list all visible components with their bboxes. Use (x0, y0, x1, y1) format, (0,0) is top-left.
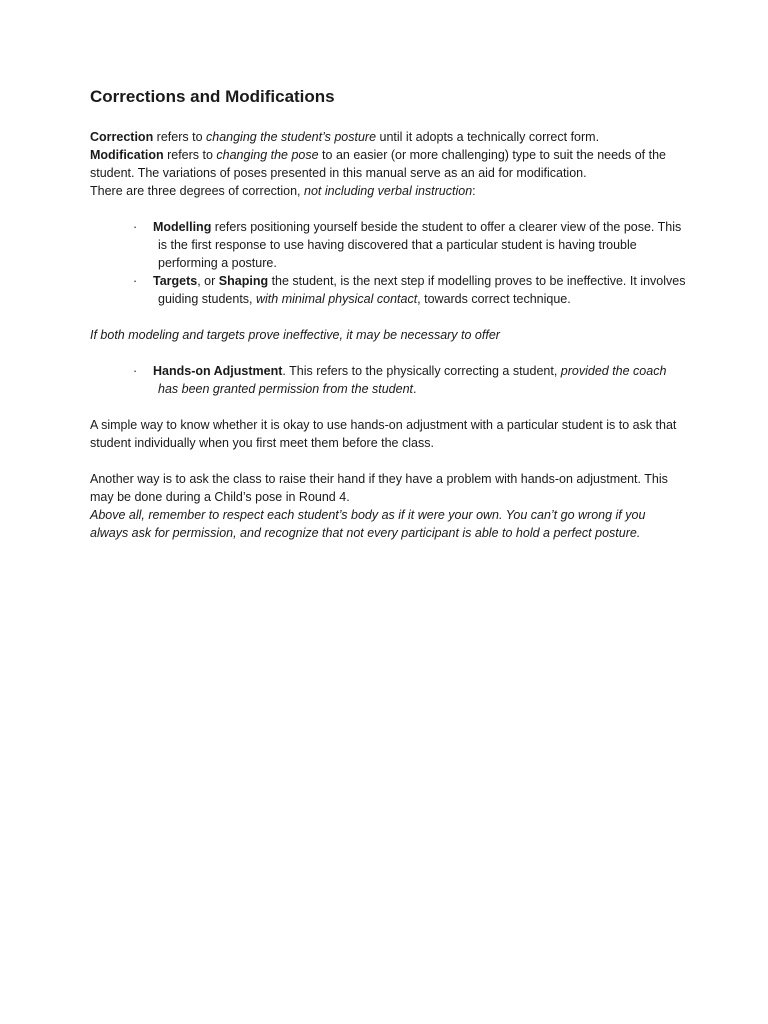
modification-term: Modification (90, 148, 164, 162)
list-item-targets: · Targets, or Shaping the student, is the next step if modelling proves to be ineffective. It involves guiding students, with minimal physical contact, towards correct technique. (133, 274, 686, 306)
list-item-hands-on: · Hands-on Adjustment. This refers to the physically correcting a student, provided the coach has been granted permission from the student. (133, 364, 667, 396)
document-content (90, 86, 686, 542)
list-item-modelling: · Modelling refers positioning yourself beside the student to offer a clearer view of the pose. This is the first response to use having discovered that a particular student is having trouble performing a posture. (133, 220, 682, 270)
intro-paragraph: Correction refers to changing the student’s posture until it adopts a technically correct form. Modification refers to changing the pose to an easier (or more challenging) type to suit the needs of the student. The variations of poses presented in this manual serve as an aid for modification. There are three degrees of correction, not including verbal instruction: (90, 130, 667, 198)
adjustment-list (90, 362, 686, 398)
page-title: Corrections and Modifications (90, 87, 335, 106)
correction-definition: changing the student’s posture (206, 130, 377, 144)
italic-note: If both modeling and targets prove ineffective, it may be necessary to offer (90, 328, 500, 342)
correction-degrees-list (90, 218, 686, 308)
bullet-icon: · (133, 364, 138, 378)
correction-term: Correction (90, 130, 154, 144)
another-way-paragraph: Another way is to ask the class to raise their hand if they have a problem with hands-on adjustment. This may be done during a Child’s pose in Round 4. (90, 472, 668, 504)
closing-paragraph: Above all, remember to respect each student’s body as if it were your own. You can’t go wrong if you always ask for permission, and recognize that not every participant is able to hold a perfect posture. (90, 508, 646, 540)
simple-way-paragraph: A simple way to know whether it is okay to use hands-on adjustment with a particular student is to ask that student individually when you first meet them before the class. (90, 418, 677, 450)
bullet-icon: · (133, 220, 138, 234)
modification-definition: changing the pose (216, 148, 319, 162)
bullet-icon: · (133, 274, 138, 288)
